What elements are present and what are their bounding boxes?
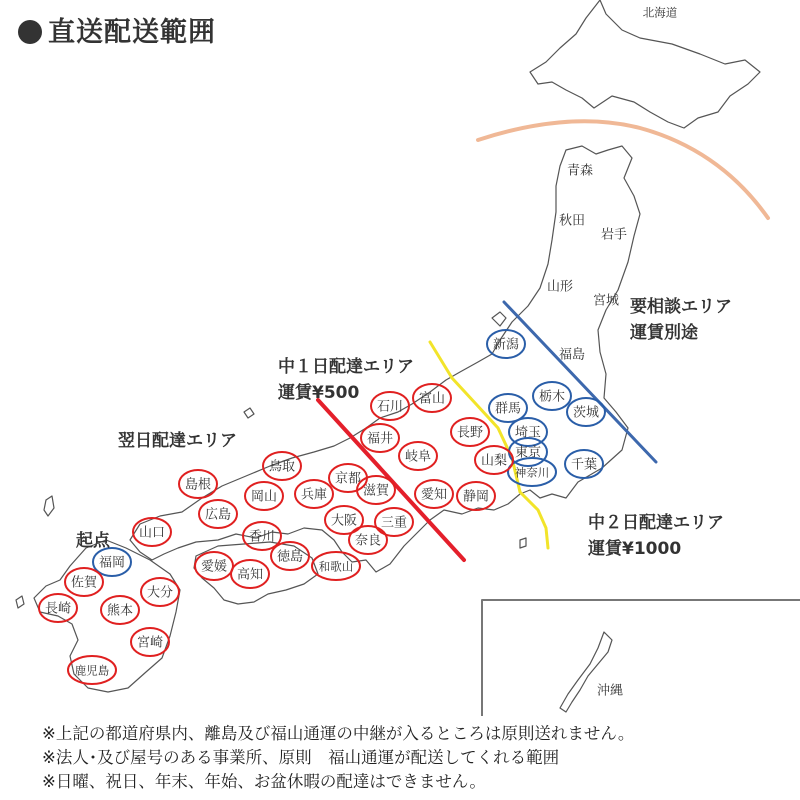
prefecture-6 xyxy=(559,348,585,363)
hokkaido-boundary-line xyxy=(478,121,768,218)
prefecture-46 xyxy=(597,683,623,699)
sado-island xyxy=(492,312,506,326)
middle2-zone-fee: 運賃¥1000 xyxy=(588,539,682,560)
prefecture-name: 山口 xyxy=(138,525,166,541)
prefecture-name: 山梨 xyxy=(480,453,508,469)
prefecture-name: 青森 xyxy=(566,163,594,179)
prefecture-43 xyxy=(141,578,179,606)
tsushima-island xyxy=(44,496,54,516)
prefecture-3 xyxy=(601,227,627,243)
prefecture-name: 新潟 xyxy=(492,337,520,353)
prefecture-name: 島根 xyxy=(184,477,212,493)
prefecture-41 xyxy=(39,594,77,622)
prefecture-19 xyxy=(361,424,399,452)
goto-islands xyxy=(16,596,24,608)
prefecture-name: 石川 xyxy=(376,399,404,415)
prefecture-name: 北海道 xyxy=(642,5,678,20)
prefecture-44 xyxy=(131,628,169,656)
prefecture-name: 鳥取 xyxy=(268,459,296,475)
prefecture-31 xyxy=(179,470,217,498)
prefecture-40 xyxy=(65,568,103,596)
prefecture-26 xyxy=(349,526,387,554)
prefecture-28 xyxy=(312,552,360,580)
prefecture-name: 愛媛 xyxy=(200,559,228,575)
izu-island xyxy=(520,538,526,548)
prefecture-name: 香川 xyxy=(248,529,276,545)
prefecture-37 xyxy=(195,552,233,580)
prefecture-name: 栃木 xyxy=(538,389,566,405)
prefecture-name: 大阪 xyxy=(330,513,358,529)
prefecture-name: 熊本 xyxy=(106,603,134,619)
note-line: ※法人･及び屋号のある事業所、原則 福山通運が配送してくれる範囲 xyxy=(42,748,560,767)
prefecture-name: 福島 xyxy=(558,347,586,363)
prefecture-33 xyxy=(199,500,237,528)
prefecture-9 xyxy=(489,394,527,422)
prefecture-name: 徳島 xyxy=(276,549,304,565)
prefecture-24 xyxy=(357,476,395,504)
prefecture-8 xyxy=(533,382,571,410)
prefecture-name: 宮崎 xyxy=(136,635,164,651)
prefecture-13 xyxy=(508,458,556,486)
consult-zone-label xyxy=(630,294,732,347)
prefecture-name: 佐賀 xyxy=(70,575,98,591)
prefecture-name: 長野 xyxy=(456,425,484,441)
middle1-zone-label xyxy=(278,354,414,407)
prefecture-name: 神奈川 xyxy=(514,465,550,480)
prefecture-4 xyxy=(547,280,573,295)
prefecture-10 xyxy=(567,398,605,426)
prefecture-name: 和歌山 xyxy=(318,559,354,574)
prefecture-42 xyxy=(101,596,139,624)
prefecture-15 xyxy=(475,446,513,474)
title-text: 直送配送範囲 xyxy=(48,17,216,48)
prefecture-name: 富山 xyxy=(418,391,446,407)
prefecture-name: 岐阜 xyxy=(404,449,432,465)
prefecture-27 xyxy=(325,506,363,534)
middle1-zone-name: 中１日配達エリア xyxy=(278,357,414,377)
oki-islands xyxy=(244,408,254,418)
prefecture-name: 千葉 xyxy=(570,457,598,473)
prefecture-name: 静岡 xyxy=(462,489,490,505)
prefecture-name: 福井 xyxy=(366,431,394,447)
prefecture-name: 長崎 xyxy=(44,601,72,617)
prefecture-36 xyxy=(271,542,309,570)
prefecture-name: 秋田 xyxy=(558,213,586,229)
middle2-zone-name: 中２日配達エリア xyxy=(588,513,724,533)
prefecture-20 xyxy=(399,442,437,470)
prefecture-labels xyxy=(39,6,678,699)
prefecture-17 xyxy=(413,384,451,412)
prefecture-name: 広島 xyxy=(204,507,232,523)
prefecture-name: 茨城 xyxy=(572,405,600,421)
prefecture-name: 愛知 xyxy=(420,487,448,503)
prefecture-name: 群馬 xyxy=(494,401,522,417)
prefecture-30 xyxy=(263,452,301,480)
prefecture-name: 三重 xyxy=(380,515,408,531)
prefecture-name: 滋賀 xyxy=(362,483,390,499)
prefecture-34 xyxy=(133,518,171,546)
origin-label: 起点 xyxy=(76,531,110,551)
prefecture-23 xyxy=(375,508,413,536)
prefecture-21 xyxy=(415,480,453,508)
prefecture-29 xyxy=(295,480,333,508)
prefecture-name: 福岡 xyxy=(98,555,126,571)
prefecture-16 xyxy=(451,418,489,446)
note-line: ※上記の都道府県内、離島及び福山通運の中継が入るところは原則送れません。 xyxy=(42,724,635,743)
prefecture-7 xyxy=(487,330,525,358)
prefecture-name: 岡山 xyxy=(250,489,278,505)
prefecture-45 xyxy=(68,656,116,684)
next-day-zone-name: 翌日配達エリア xyxy=(118,431,237,451)
prefecture-32 xyxy=(245,482,283,510)
okinawa-inset-frame xyxy=(482,600,800,716)
prefecture-name: 岩手 xyxy=(600,227,628,243)
middle1-zone-fee: 運賃¥500 xyxy=(278,383,360,404)
prefecture-name: 宮城 xyxy=(592,293,620,309)
prefecture-name: 兵庫 xyxy=(300,487,328,503)
prefecture-14 xyxy=(565,450,603,478)
prefecture-name: 奈良 xyxy=(354,533,382,549)
prefecture-2 xyxy=(559,213,585,229)
prefecture-22 xyxy=(457,482,495,510)
prefecture-25 xyxy=(329,464,367,492)
middle2-zone-label xyxy=(588,510,724,563)
next-day-zone-label xyxy=(118,428,237,454)
prefecture-0 xyxy=(643,6,678,20)
prefecture-name: 大分 xyxy=(146,585,174,601)
prefecture-1 xyxy=(567,163,593,179)
prefecture-name: 埼玉 xyxy=(514,425,542,441)
note-line: ※日曜、祝日、年末、年始、お盆休暇の配達はできません。 xyxy=(42,772,486,791)
prefecture-name: 東京 xyxy=(514,445,542,461)
prefecture-name: 京都 xyxy=(334,471,362,487)
prefecture-name: 鹿児島 xyxy=(74,663,110,678)
prefecture-35 xyxy=(243,522,281,550)
consult-zone-fee: 運賃別途 xyxy=(630,323,698,344)
prefecture-name: 高知 xyxy=(236,567,264,583)
prefecture-5 xyxy=(593,294,619,309)
prefecture-name: 山形 xyxy=(546,279,574,295)
notes-block xyxy=(42,722,634,794)
consult-zone-name: 要相談エリア xyxy=(630,297,732,317)
prefecture-name: 沖縄 xyxy=(596,683,624,699)
okinawa-outline xyxy=(560,632,612,712)
prefecture-38 xyxy=(231,560,269,588)
